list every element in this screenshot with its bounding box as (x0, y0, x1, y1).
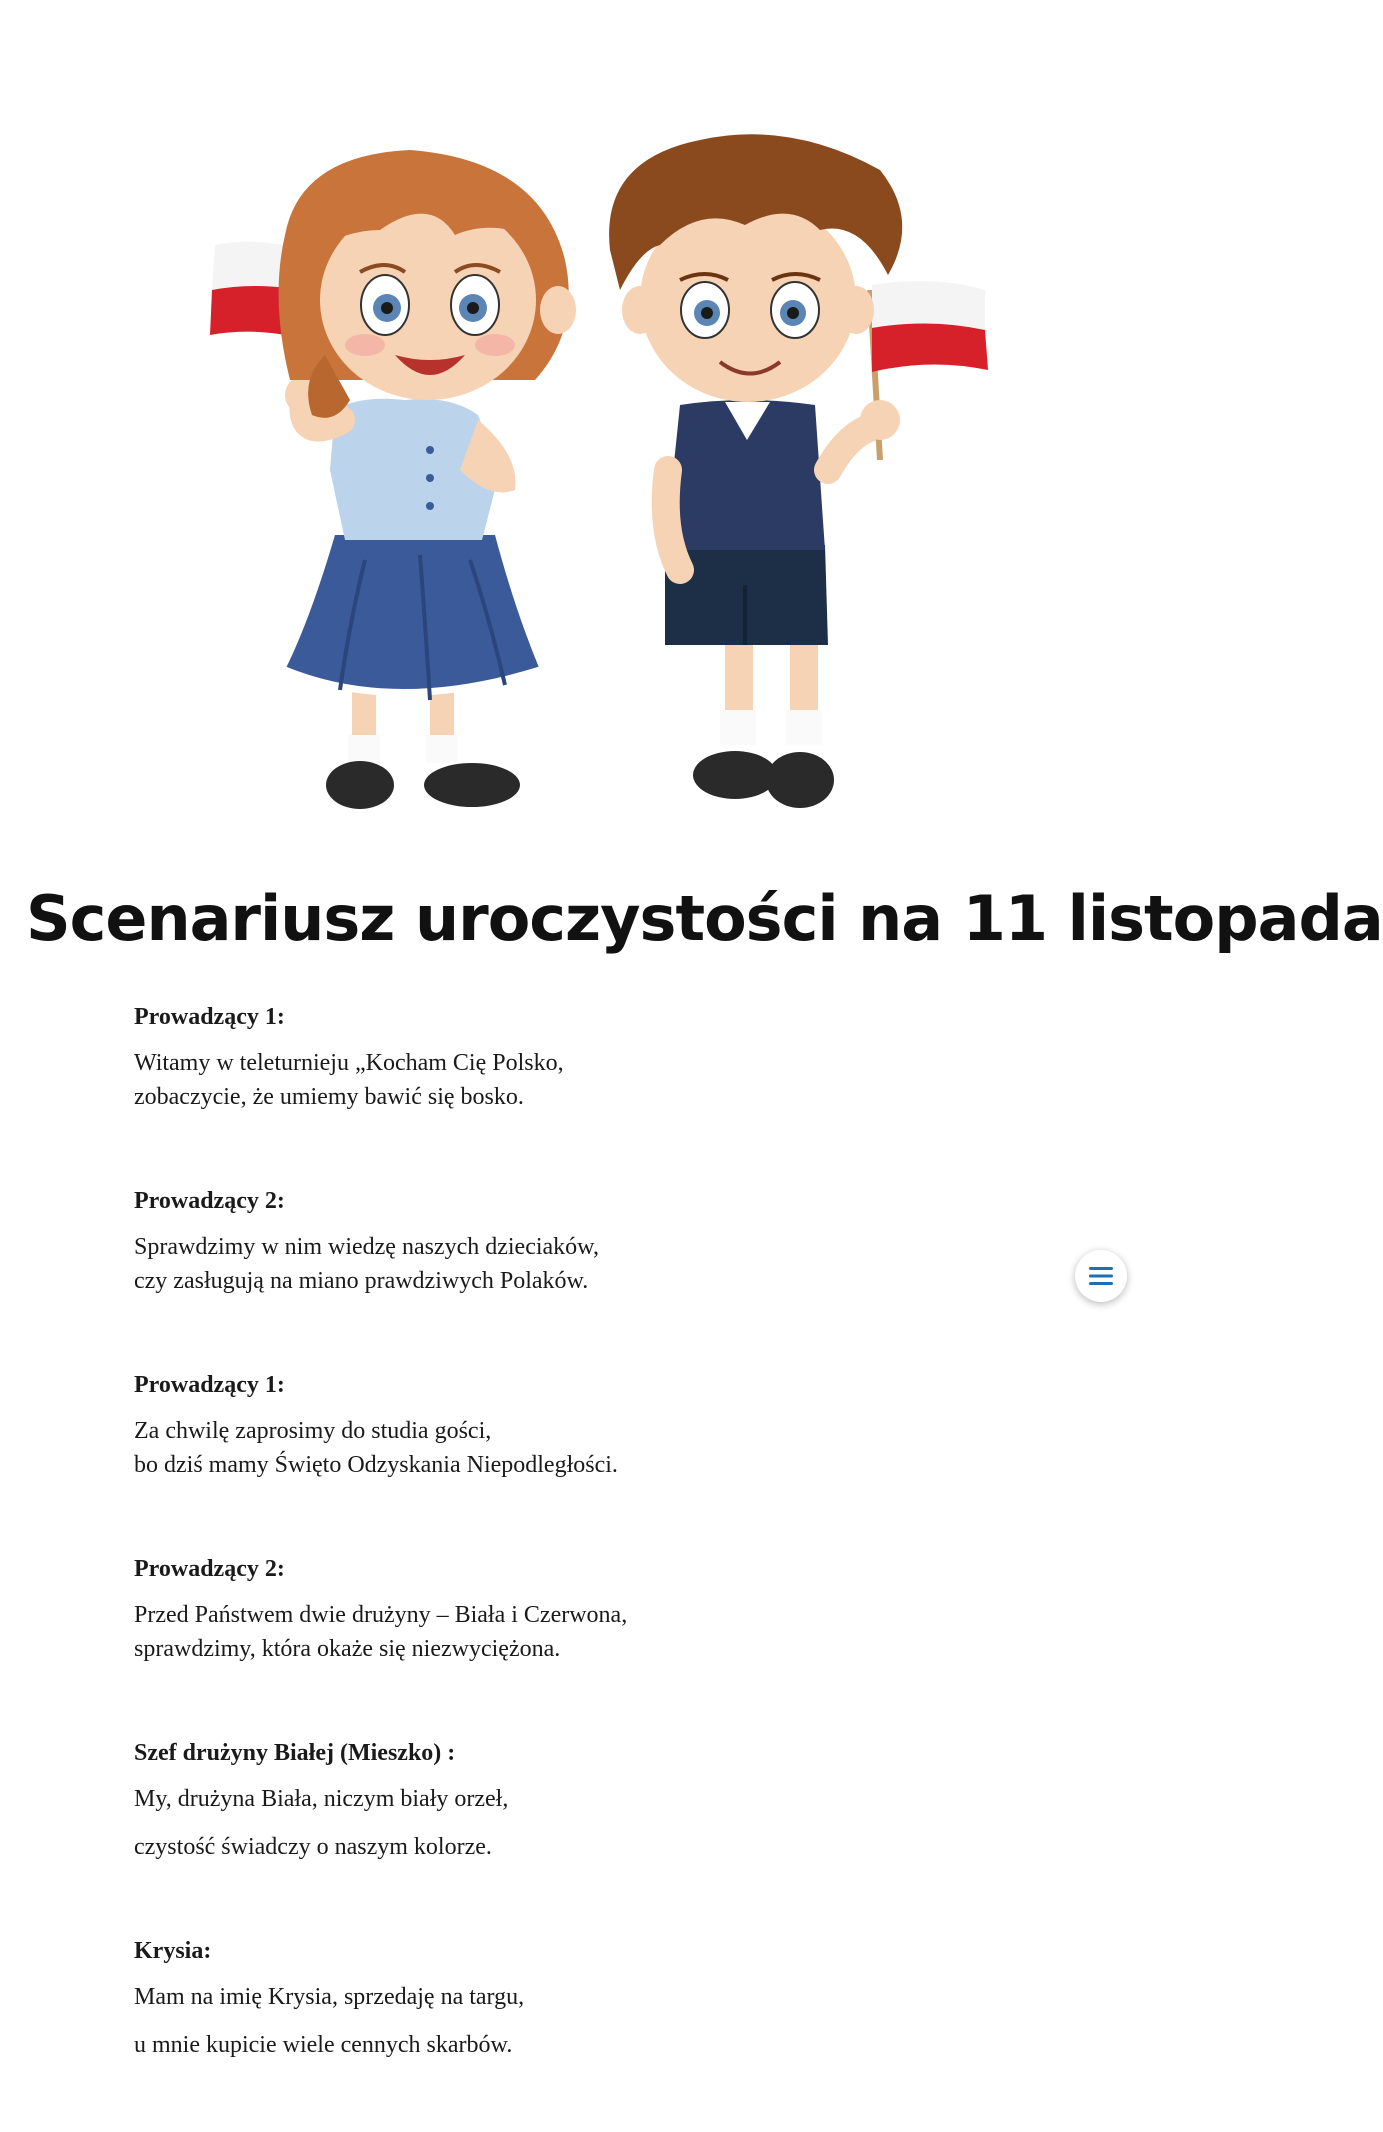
speaker-name: Krysia: (134, 1938, 212, 1964)
menu-button[interactable] (1075, 1250, 1127, 1302)
dialogue-line: Mam na imię Krysia, sprzedaję na targu, (134, 1984, 525, 2010)
dialogue-line: czy zasługują na miano prawdziwych Polaków. (134, 1268, 589, 1294)
menu-icon (1088, 1265, 1114, 1287)
dialogue-line: bo dziś mamy Święto Odzyskania Niepodległości. (134, 1452, 618, 1478)
page-title: Scenariusz uroczystości na 11 listopada (26, 882, 1383, 955)
dialogue-block (134, 1736, 1034, 1864)
dialogue-line: Witamy w teleturnieju „Kocham Cię Polsko, (134, 1050, 564, 1076)
girl-figure (210, 150, 576, 809)
dialogue-line: Sprawdzimy w nim wiedzę naszych dzieciaków, (134, 1234, 599, 1260)
dialogue-line: czystość świadczy o naszym kolorze. (134, 1834, 492, 1860)
dialogue-block (134, 1368, 1034, 1482)
dialogue-lines (134, 1782, 1034, 1864)
dialogue-block (134, 1184, 1034, 1298)
dialogue-lines (134, 1046, 1034, 1114)
dialogue-line: Przed Państwem dwie drużyny – Biała i Czerwona, (134, 1602, 628, 1628)
dialogue-line: sprawdzimy, która okaże się niezwyciężona. (134, 1636, 561, 1662)
dialogue-line: Za chwilę zaprosimy do studia gości, (134, 1418, 492, 1444)
dialogue-block (134, 1552, 1034, 1666)
dialogue-lines (134, 1598, 1034, 1666)
dialogue-line: zobaczycie, że umiemy bawić się bosko. (134, 1084, 524, 1110)
dialogue-line: My, drużyna Biała, niczym biały orzeł, (134, 1786, 509, 1812)
boy-figure (609, 134, 988, 808)
speaker-name: Prowadzący 1: (134, 1004, 285, 1030)
dialogue-line: u mnie kupicie wiele cennych skarbów. (134, 2032, 513, 2058)
dialogue-lines (134, 1230, 1034, 1298)
speaker-name: Prowadzący 2: (134, 1188, 285, 1214)
illustration (0, 0, 1152, 840)
dialogue-block (134, 1000, 1034, 1114)
dialogue-lines (134, 1414, 1034, 1482)
speaker-name: Prowadzący 2: (134, 1556, 285, 1582)
dialogue-lines (134, 1980, 1034, 2062)
speaker-name: Prowadzący 1: (134, 1372, 285, 1398)
script-dialogue (134, 1000, 1034, 2132)
dialogue-block (134, 1934, 1034, 2062)
speaker-name: Szef drużyny Białej (Mieszko) : (134, 1740, 456, 1766)
